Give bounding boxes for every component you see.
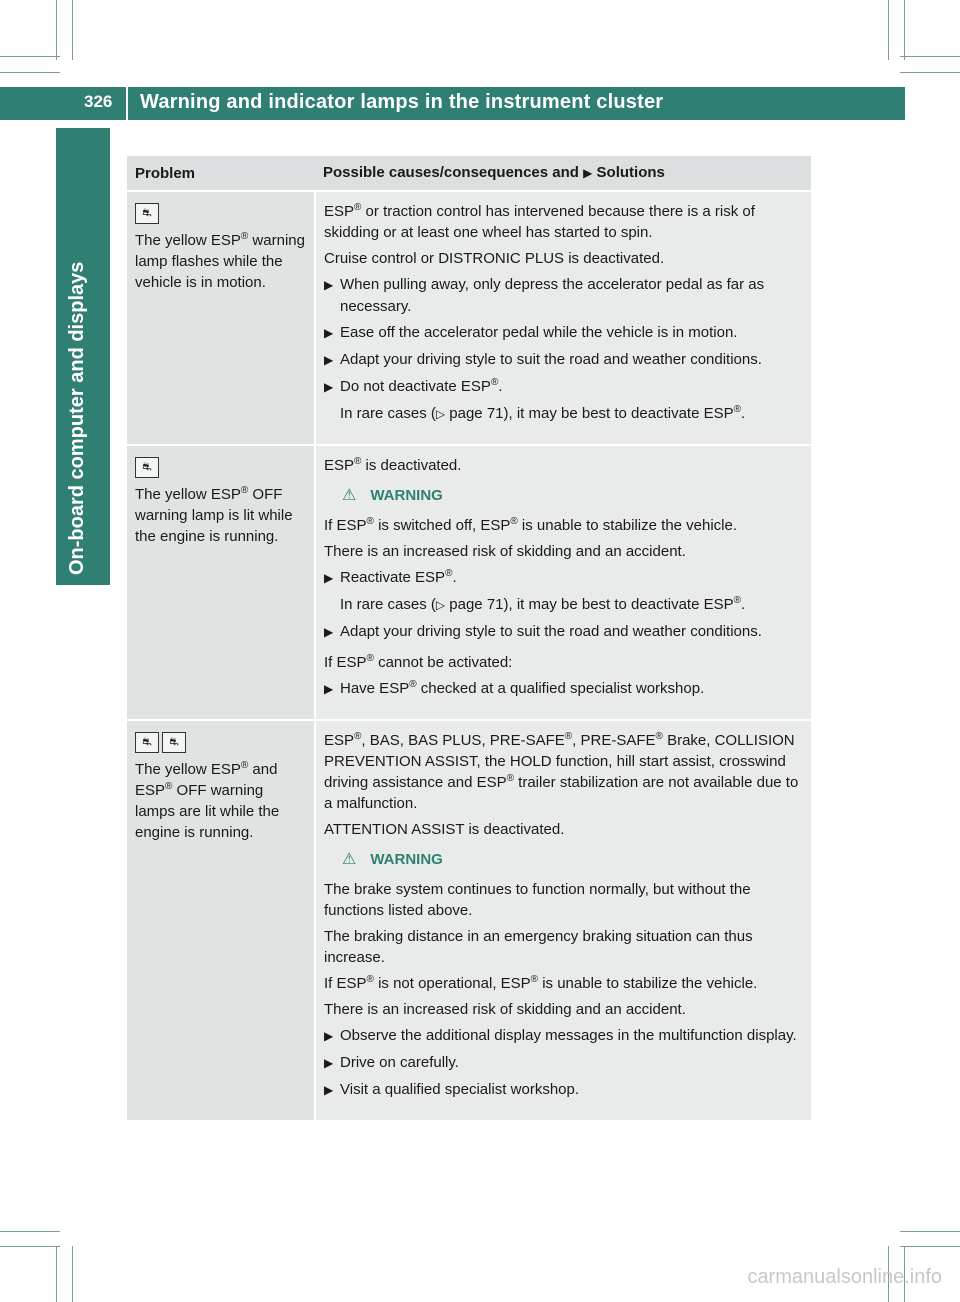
list-item: ▶ Adapt your driving style to suit the road and weather conditions. [324,351,762,368]
table-row [127,720,811,1121]
crop-mark [900,72,960,73]
list-item: ▶ Visit a qualified specialist workshop. [324,1081,580,1098]
problem-cell [127,445,315,720]
crop-mark [888,0,889,60]
page-title: Warning and indicator lamps in the instrument cluster [140,91,664,113]
list-item: ▶ Adapt your driving style to suit the road and weather conditions. [324,623,762,640]
reg-mark: ® [240,485,249,496]
header-separator [126,87,128,120]
solution-cell [315,720,811,1121]
paragraph: If ESP® is switched off, ESP® is unable to stabilize the vehicle. [324,516,738,534]
solution-cell [315,191,811,445]
problem-text: The yellow ESP [135,232,241,249]
page-reference-note[interactable]: In rare cases (▷ page 71), it may be best to deactivate ESP®. [340,404,746,422]
paragraph: ESP® is deactivated. [324,456,462,474]
crop-mark [900,1231,960,1232]
paragraph: ESP®, BAS, BAS PLUS, PRE-SAFE®, PRE-SAFE® Brake, COLLISION PREVENTION ASSIST, the HOLD function, hill start assist, crosswind driving assistance and ESP® trailer stabilization are not available due to a malfunction. [324,731,799,812]
crop-mark [56,1246,57,1302]
crop-mark [900,1246,960,1247]
list-item: ▶ Ease off the accelerator pedal while the vehicle is in motion. [324,324,738,341]
column-header-solutions-text: Possible causes/consequences and [323,164,579,181]
problem-text: and ESP [135,761,278,799]
watermark: carmanualsonline.info [747,1266,942,1288]
column-header-solutions-end: Solutions [596,164,665,181]
crop-mark [72,1246,73,1302]
warning-triangle-icon: ⚠ [342,487,357,504]
solution-cell [315,445,811,720]
esp-icon: ⛐ [135,203,159,224]
problem-text: warning lamp flashes while the vehicle is in motion. [135,232,305,291]
esp-off-icon: ⛐ [135,457,159,478]
crop-mark [900,56,960,57]
crop-mark [0,1246,60,1247]
crop-mark [0,72,60,73]
crop-mark [0,56,60,57]
crop-mark [904,0,905,60]
paragraph: There is an increased risk of skidding and an accident. [324,543,686,560]
lamps-table [127,156,811,1122]
list-item: ▶ When pulling away, only depress the accelerator pedal as far as necessary. [324,276,765,315]
arrow-icon: ▶ [583,166,593,180]
crop-mark [56,0,57,60]
problem-text: OFF warning lamps are lit while the engine is running. [135,782,280,841]
page-ref-icon: ▷ [435,407,446,421]
paragraph: The braking distance in an emergency braking situation can thus increase. [324,928,753,966]
problem-text: OFF warning lamp is lit while the engine is running. [135,486,293,545]
page-ref-icon: ▷ [435,598,446,612]
paragraph: There is an increased risk of skidding and an accident. [324,1001,686,1018]
column-header-solutions [315,156,811,191]
list-item: ▶ Do not deactivate ESP®. [324,377,503,395]
page-reference-note[interactable]: In rare cases (▷ page 71), it may be best to deactivate ESP®. [340,595,746,613]
paragraph: Cruise control or DISTRONIC PLUS is deactivated. [324,250,665,267]
table-row [127,191,811,445]
esp-off-icon: ⛐ [162,732,186,753]
warning-heading: ⚠ WARNING [342,851,443,868]
problem-cell: ⛐ ⛐ The yellow ESP® and ESP® OFF warning lamps are lit while the engine is running. [127,720,315,1121]
list-item: ▶ Observe the additional display messages in the multifunction display. [324,1027,797,1044]
list-item: ▶ Drive on carefully. [324,1054,459,1071]
list-item: ▶ Have ESP® checked at a qualified specialist workshop. [324,679,705,697]
problem-text: The yellow ESP [135,761,241,778]
paragraph: ESP® or traction control has intervened because there is a risk of skidding or at least one wheel has started to spin. [324,202,755,241]
problem-text: The yellow ESP [135,486,241,503]
table-row [127,445,811,720]
column-header-problem: Problem [127,156,315,191]
crop-mark [72,0,73,60]
paragraph: If ESP® cannot be activated: [324,653,513,671]
crop-mark [0,1231,60,1232]
side-tab-label: On-board computer and displays [66,261,88,575]
reg-mark: ® [240,231,249,242]
paragraph: The brake system continues to function normally, but without the functions listed above. [324,881,751,919]
warning-heading: ⚠ WARNING [342,487,443,504]
paragraph: If ESP® is not operational, ESP® is unable to stabilize the vehicle. [324,974,758,992]
table-header-row [127,156,811,191]
warning-triangle-icon: ⚠ [342,851,357,868]
page-number: 326 [84,92,113,111]
list-item: ▶ Reactivate ESP®. [324,568,457,586]
esp-icon: ⛐ [135,732,159,753]
paragraph: ATTENTION ASSIST is deactivated. [324,821,565,838]
problem-cell [127,191,315,445]
